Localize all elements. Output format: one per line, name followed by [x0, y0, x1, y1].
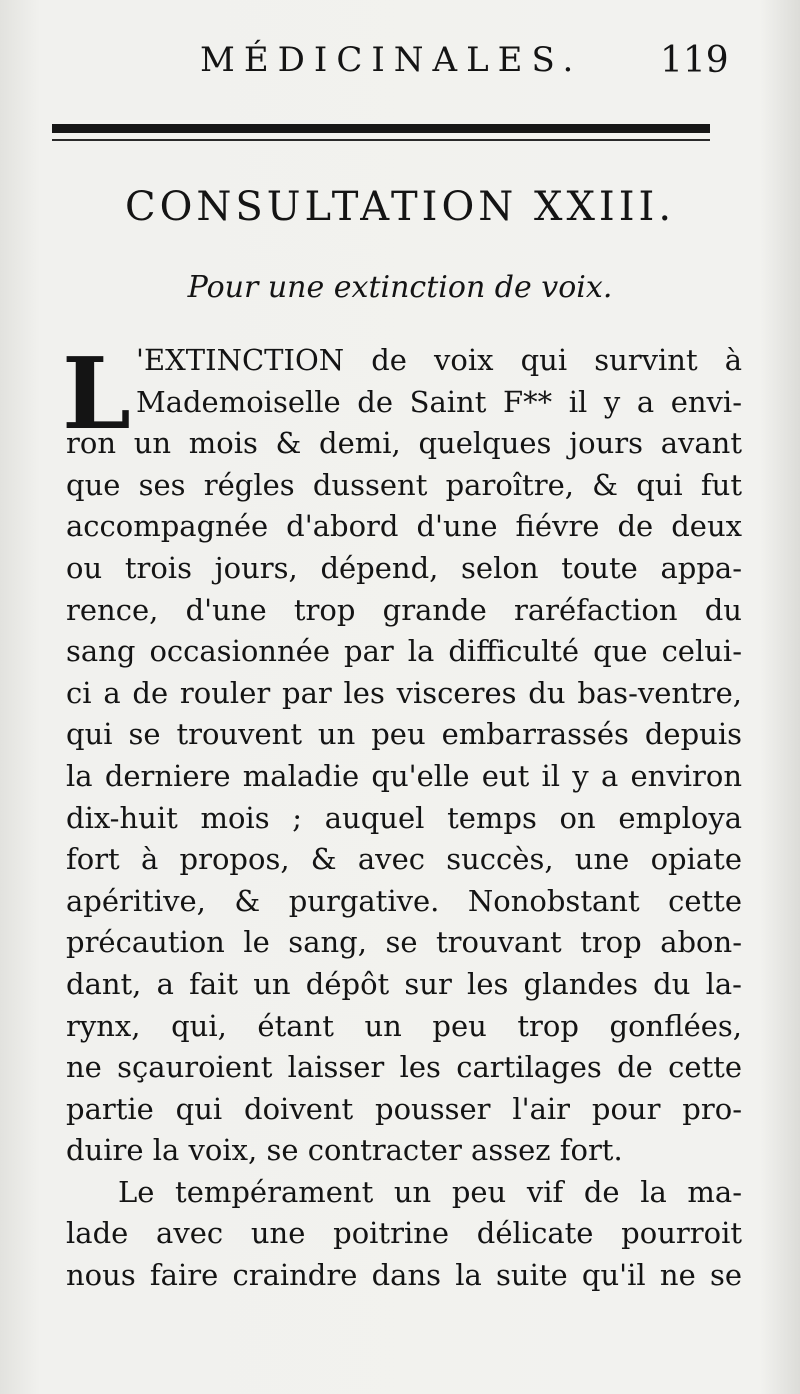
text-line: précaution le sang, se trouvant trop abon- [66, 925, 742, 960]
text-line: dix-huit mois ; auquel temps on employa [66, 800, 742, 835]
consultation-subheading: Pour une extinction de voix. [187, 270, 613, 305]
text-line: duire la voix, se contracter assez fort. [66, 1133, 623, 1168]
header-rule-thin [52, 139, 710, 141]
text-line: fort à propos, & avec succès, une opiate [66, 842, 742, 877]
text-line: ron un mois & demi, quelques jours avant [66, 426, 742, 461]
text-line: sang occasionnée par la difficulté que celui- [66, 634, 742, 669]
text-line: qui se trouvent un peu embarrassés depuis [66, 717, 742, 752]
text-line: dant, a fait un dépôt sur les glandes du la- [66, 966, 742, 1001]
text-line: ci a de rouler par les visceres du bas-ventre, [66, 675, 742, 710]
drop-cap: L [62, 337, 131, 452]
text-line: apéritive, & purgative. Nonobstant cette [66, 883, 742, 918]
text-line: nous faire craindre dans la suite qu'il ne se [66, 1258, 742, 1293]
text-line: la derniere maladie qu'elle eut il y a environ [66, 758, 742, 793]
body-text [62, 337, 742, 1297]
text-line: ne sçauroient laisser les cartilages de cette [66, 1050, 742, 1085]
text-line: accompagnée d'abord d'une fiévre de deux [66, 509, 742, 544]
text-line: ou trois jours, dépend, selon toute appa- [66, 550, 742, 585]
page-number: 119 [660, 40, 729, 81]
text-line: partie qui doivent pousser l'air pour pro- [66, 1091, 742, 1126]
text-line: Mademoiselle de Saint F** il y a envi- [136, 384, 742, 419]
running-head [0, 40, 800, 90]
text-line: rence, d'une trop grande raréfaction du [66, 592, 742, 627]
header-rule-thick [52, 124, 710, 133]
running-title: MÉDICINALES. [200, 40, 583, 80]
text-line: 'EXTINCTION de voix qui survint à [136, 343, 742, 377]
text-line: Le tempérament un peu vif de la ma- [118, 1174, 742, 1209]
text-line: que ses régles dussent paroître, & qui fut [66, 467, 742, 502]
consultation-heading: CONSULTATION XXIII. [124, 184, 676, 230]
text-line: lade avec une poitrine délicate pourroit [66, 1216, 742, 1251]
text-line: rynx, qui, étant un peu trop gonflées, [66, 1008, 742, 1043]
